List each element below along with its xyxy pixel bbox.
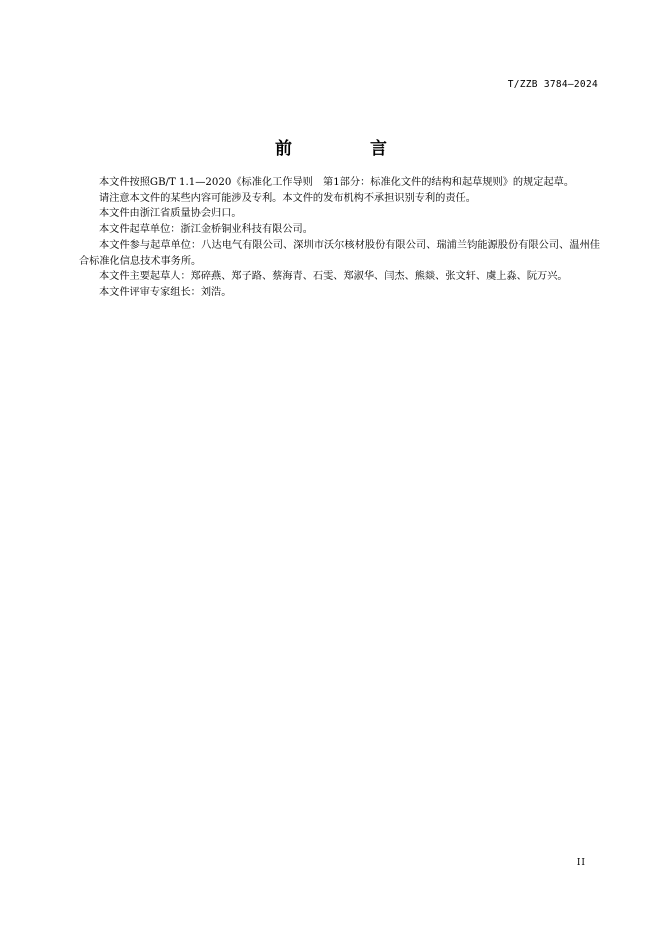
page-title: 前 言 [275,139,423,159]
paragraph-main-drafters: 本文件主要起草人：郑碎燕、郑子路、蔡海青、石雯、郑淑华、闫杰、熊燚、张文轩、虞上淼、阮万兴。 [99,271,568,283]
standard-code: T/ZZB 3784—2024 [507,79,598,90]
paragraph-drafting-rules: 本文件按照GB/T 1.1—2020《标准化工作导则 第1部分：标准化文件的结构和起草规则》的规定起草。 [99,177,575,188]
paragraph-drafting-unit: 本文件起草单位：浙江金桥铜业科技有限公司。 [99,224,313,236]
foreword-body [79,175,600,301]
paragraph-administered-by: 本文件由浙江省质量协会归口。 [99,208,242,220]
page-number: II [576,858,586,868]
paragraph-patent-notice: 请注意本文件的某些内容可能涉及专利。本文件的发布机构不承担识别专利的责任。 [99,192,476,204]
paragraph-review-leader: 本文件评审专家组长：刘浩。 [99,286,232,298]
paragraph-participating-units: 本文件参与起草单位：八达电气有限公司、深圳市沃尔核材股份有限公司、瑞浦兰钧能源股份有限公司、温州佳合标准化信息技术事务所。 [79,239,600,267]
